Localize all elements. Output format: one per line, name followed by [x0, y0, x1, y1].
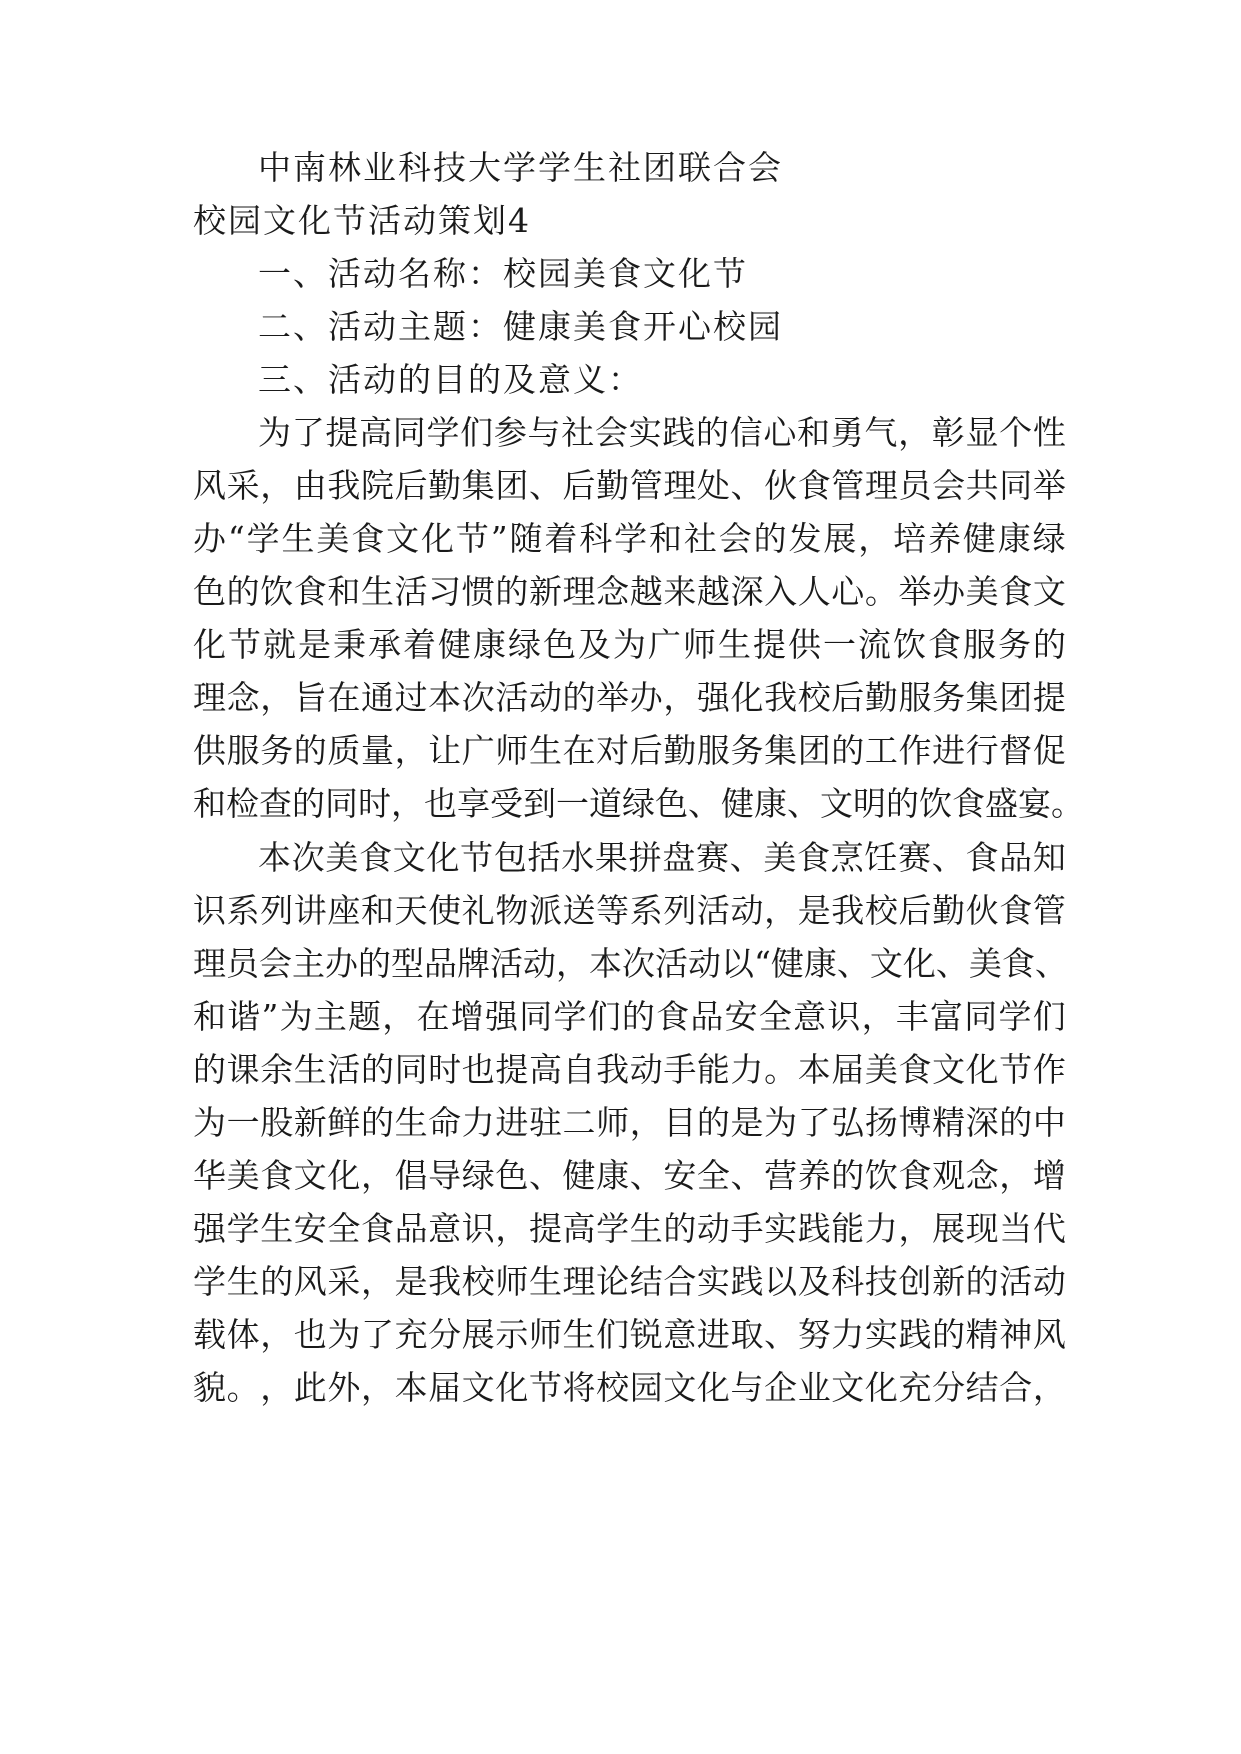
- paragraph-line: 华 美 食 文 化 ， 倡 导 绿 色 、 健 康 、 安 全 、 营 养 的 饮 食 观 念 ， 增: [193, 1156, 1066, 1195]
- paragraph-line: 理 员 会 主 办 的 型 品 牌 活 动 ， 本 次 活 动 以 “ 健 康 、 文 化 、 美 食 、: [193, 944, 1068, 983]
- org-line: 中南林业科技大学学生社团联合会: [258, 148, 783, 187]
- section-purpose-heading: 三、活动的目的及意义：: [258, 360, 643, 399]
- paragraph-line: 和 谐 ” 为 主 题 ， 在 增 强 同 学 们 的 食 品 安 全 意 识 ， 丰 富 同 学 们: [193, 997, 1066, 1036]
- paragraph-line: 为 一 股 新 鲜 的 生 命 力 进 驻 二 师 ， 目 的 是 为 了 弘 扬 博 精 深 的 中: [193, 1103, 1066, 1142]
- paragraph-line: 供 服 务 的 质 量 ， 让 广 师 生 在 对 后 勤 服 务 集 团 的 工 作 进 行 督 促: [193, 731, 1066, 770]
- title-line: 校园文化节活动策划4: [193, 201, 531, 240]
- paragraph-line: 风 采 ， 由 我 院 后 勤 集 团 、 后 勤 管 理 处 、 伙 食 管 理 员 会 共 同 举: [193, 466, 1066, 505]
- paragraph-line: 和 检 查 的 同 时 ， 也 享 受 到 一 道 绿 色 、 健 康 、 文 明 的 饮 食 盛 宴 。: [193, 784, 1084, 823]
- section-activity-name: 一、活动名称：校园美食文化节: [258, 254, 748, 293]
- paragraph-line: 貌 。 ， 此 外 ， 本 届 文 化 节 将 校 园 文 化 与 企 业 文 化 充 分 结 合 ，: [193, 1368, 1066, 1407]
- paragraph-line: 学 生 的 风 采 ， 是 我 校 师 生 理 论 结 合 实 践 以 及 科 技 创 新 的 活 动: [193, 1262, 1066, 1301]
- paragraph-line: 强 学 生 安 全 食 品 意 识 ， 提 高 学 生 的 动 手 实 践 能 力 ， 展 现 当 代: [193, 1209, 1066, 1248]
- paragraph-line: 的 课 余 生 活 的 同 时 也 提 高 自 我 动 手 能 力 。 本 届 美 食 文 化 节 作: [193, 1050, 1066, 1089]
- paragraph-line: 载 体 ， 也 为 了 充 分 展 示 师 生 们 锐 意 进 取 、 努 力 实 践 的 精 神 风: [193, 1315, 1066, 1354]
- paragraph-line: 理 念 ， 旨 在 通 过 本 次 活 动 的 举 办 ， 强 化 我 校 后 勤 服 务 集 团 提: [193, 678, 1066, 717]
- paragraph-line: 识 系 列 讲 座 和 天 使 礼 物 派 送 等 系 列 活 动 ， 是 我 校 后 勤 伙 食 管: [193, 891, 1066, 930]
- paragraph-line: 化 节 就 是 秉 承 着 健 康 绿 色 及 为 广 师 生 提 供 一 流 饮 食 服 务 的: [193, 625, 1066, 664]
- paragraph-line: 为 了 提 高 同 学 们 参 与 社 会 实 践 的 信 心 和 勇 气 ， 彰 显 个 性: [258, 413, 1066, 452]
- paragraph-line: 本 次 美 食 文 化 节 包 括 水 果 拼 盘 赛 、 美 食 烹 饪 赛 、 食 品 知: [258, 838, 1066, 877]
- paragraph-line: 办 “ 学 生 美 食 文 化 节 ” 随 着 科 学 和 社 会 的 发 展 ， 培 养 健 康 绿: [193, 519, 1066, 558]
- section-activity-theme: 二、活动主题：健康美食开心校园: [258, 307, 783, 346]
- paragraph-line: 色 的 饮 食 和 生 活 习 惯 的 新 理 念 越 来 越 深 入 人 心 。 举 办 美 食 文: [193, 572, 1066, 611]
